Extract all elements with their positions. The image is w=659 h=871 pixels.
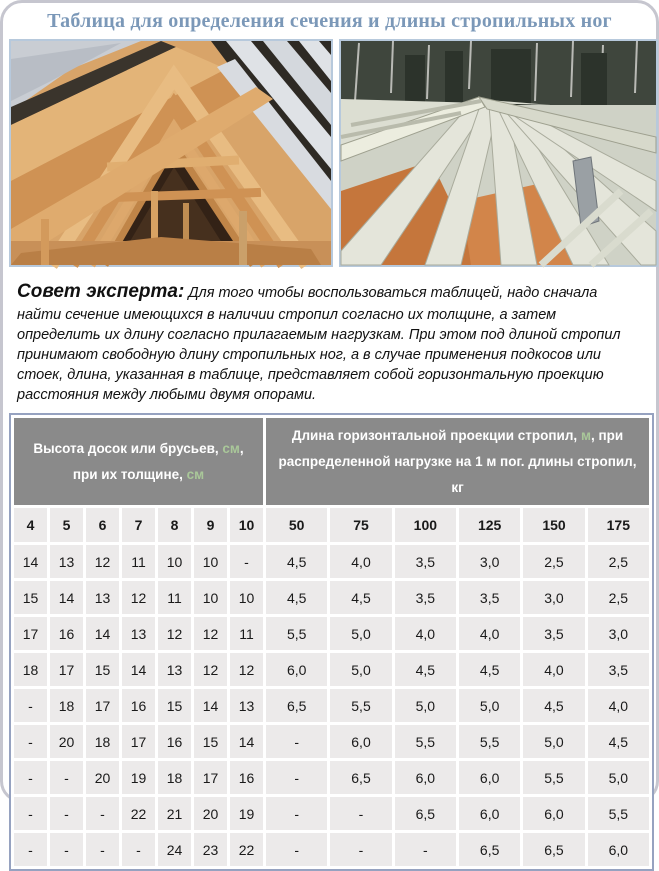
expert-note	[17, 279, 640, 405]
attic-rafters-illustration	[11, 41, 331, 265]
table-cell: 15	[158, 689, 191, 722]
table-cell: -	[50, 797, 83, 830]
table-cell: 6,0	[588, 833, 649, 866]
table-cell: 3,5	[588, 653, 649, 686]
table-cell: 5,0	[395, 689, 456, 722]
table-row	[14, 617, 649, 650]
table-cell: 2,5	[588, 545, 649, 578]
table-cell: 6,5	[395, 797, 456, 830]
table-cell: 3,0	[459, 545, 520, 578]
table-cell: 18	[50, 689, 83, 722]
table-cell: 19	[122, 761, 155, 794]
table-cell: -	[266, 797, 327, 830]
table-cell: 22	[122, 797, 155, 830]
table-cell: -	[14, 761, 47, 794]
table-cell: 6,0	[266, 653, 327, 686]
table-cell: 14	[50, 581, 83, 614]
table-cell: 4,5	[523, 689, 584, 722]
unit-label: м	[580, 428, 591, 444]
column-label: 6	[86, 508, 119, 542]
attic-rafters-photo	[9, 39, 333, 267]
table-cell: 11	[158, 581, 191, 614]
table-cell: 23	[194, 833, 227, 866]
table-cell: 4,0	[523, 653, 584, 686]
table-cell: 3,0	[588, 617, 649, 650]
table-cell: 10	[194, 545, 227, 578]
table-cell: 3,5	[459, 581, 520, 614]
column-label: 4	[14, 508, 47, 542]
photos-row	[9, 39, 650, 267]
table-cell: -	[122, 833, 155, 866]
table-cell: 15	[86, 653, 119, 686]
table-row	[14, 653, 649, 686]
table-cell: 17	[122, 725, 155, 758]
table-cell: 5,5	[330, 689, 391, 722]
table-cell: 6,5	[330, 761, 391, 794]
table-cell: 16	[122, 689, 155, 722]
table-cell: 17	[14, 617, 47, 650]
table-cell: 13	[158, 653, 191, 686]
column-label: 5	[50, 508, 83, 542]
column-label: 125	[459, 508, 520, 542]
table-cell: -	[86, 797, 119, 830]
roof-frame-photo	[339, 39, 658, 267]
table-row	[14, 545, 649, 578]
table-cell: 3,5	[395, 581, 456, 614]
table-cell: 3,0	[523, 581, 584, 614]
table-cell: 4,5	[588, 725, 649, 758]
table-cell: 14	[14, 545, 47, 578]
unit-label: см	[186, 466, 205, 482]
table-cell: 12	[122, 581, 155, 614]
table-cell: 4,5	[395, 653, 456, 686]
table-cell: -	[50, 761, 83, 794]
table-cell: 6,5	[459, 833, 520, 866]
table-cell: 14	[194, 689, 227, 722]
table-cell: 17	[194, 761, 227, 794]
column-label: 9	[194, 508, 227, 542]
table-cell: 17	[86, 689, 119, 722]
column-label: 150	[523, 508, 584, 542]
table-cell: 12	[230, 653, 263, 686]
table-cell: 12	[158, 617, 191, 650]
rafter-table-head	[14, 418, 649, 542]
table-cell: 13	[50, 545, 83, 578]
table-cell: 15	[14, 581, 47, 614]
table-cell: -	[266, 833, 327, 866]
roof-frame-illustration	[341, 41, 656, 265]
table-cell: -	[330, 797, 391, 830]
table-cell: 20	[194, 797, 227, 830]
table-cell: 5,0	[330, 653, 391, 686]
table-cell: -	[14, 833, 47, 866]
table-cell: 5,5	[459, 725, 520, 758]
table-cell: 4,5	[459, 653, 520, 686]
table-cell: 18	[14, 653, 47, 686]
table-cell: 5,0	[459, 689, 520, 722]
table-cell: 2,5	[523, 545, 584, 578]
expert-note-label: Совет эксперта:	[17, 281, 185, 302]
table-cell: 20	[86, 761, 119, 794]
table-cell: -	[14, 725, 47, 758]
table-cell: 13	[86, 581, 119, 614]
table-cell: 18	[158, 761, 191, 794]
table-cell: -	[395, 833, 456, 866]
table-cell: -	[50, 833, 83, 866]
table-cell: 4,0	[330, 545, 391, 578]
table-cell: 10	[158, 545, 191, 578]
page-title: Таблица для определения сечения и длины стропильных ног	[47, 10, 612, 32]
table-row	[14, 833, 649, 866]
expert-note-text: Для того чтобы воспользоваться таблицей, надо сначала найти сечение имеющихся в наличии стропил согласно их толщине, а затем определить их длину согласно прилагаемым нагрузкам. При этом под длиной стропил принимают свободную длину стропильных ног, а в случае применения подкосов или стоек, длина, указанная в таблице, представляет собой горизонтальную проекцию расстояния между любыми двумя опорами.	[17, 285, 621, 404]
table-cell: 21	[158, 797, 191, 830]
table-cell: 4,0	[588, 689, 649, 722]
table-cell: -	[266, 725, 327, 758]
table-cell: -	[330, 833, 391, 866]
column-label: 75	[330, 508, 391, 542]
table-cell: 16	[158, 725, 191, 758]
table-cell: 13	[230, 689, 263, 722]
table-cell: 19	[230, 797, 263, 830]
table-cell: 18	[86, 725, 119, 758]
table-cell: 10	[230, 581, 263, 614]
table-row	[14, 689, 649, 722]
table-cell: 15	[194, 725, 227, 758]
table-cell: 12	[194, 617, 227, 650]
header-group-1: Длина горизонтальной проекции стропил, м, при распределенной нагрузке на 1 м пог. длины стропил, кг	[266, 418, 649, 505]
table-cell: 6,0	[459, 797, 520, 830]
table-cell: 2,5	[588, 581, 649, 614]
table-cell: 22	[230, 833, 263, 866]
table-cell: 12	[194, 653, 227, 686]
table-cell: 10	[194, 581, 227, 614]
table-cell: -	[230, 545, 263, 578]
table-cell: 5,0	[588, 761, 649, 794]
table-cell: -	[14, 689, 47, 722]
table-row	[14, 797, 649, 830]
table-cell: 5,5	[523, 761, 584, 794]
table-cell: 5,5	[395, 725, 456, 758]
table-cell: 24	[158, 833, 191, 866]
table-cell: 14	[122, 653, 155, 686]
column-label: 8	[158, 508, 191, 542]
table-cell: -	[86, 833, 119, 866]
table-cell: 4,0	[459, 617, 520, 650]
table-row	[14, 581, 649, 614]
table-cell: 12	[86, 545, 119, 578]
column-label: 175	[588, 508, 649, 542]
table-cell: 4,0	[395, 617, 456, 650]
table-row	[14, 725, 649, 758]
table-cell: 6,0	[459, 761, 520, 794]
table-cell: 5,5	[266, 617, 327, 650]
column-label: 100	[395, 508, 456, 542]
column-label: 10	[230, 508, 263, 542]
header-group-0: Высота досок или брусьев, см, при их толщине, см	[14, 418, 263, 505]
table-cell: 13	[122, 617, 155, 650]
column-label: 50	[266, 508, 327, 542]
table-cell: 5,5	[588, 797, 649, 830]
table-cell: -	[266, 761, 327, 794]
table-cell: 17	[50, 653, 83, 686]
table-cell: 6,0	[523, 797, 584, 830]
table-cell: 20	[50, 725, 83, 758]
table-cell: 6,5	[266, 689, 327, 722]
table-cell: 14	[230, 725, 263, 758]
table-cell: 4,5	[266, 581, 327, 614]
table-cell: 11	[122, 545, 155, 578]
table-cell: 5,0	[330, 617, 391, 650]
table-cell: 14	[86, 617, 119, 650]
table-cell: 6,0	[395, 761, 456, 794]
table-cell: 16	[230, 761, 263, 794]
table-cell: 11	[230, 617, 263, 650]
table-cell: 6,0	[330, 725, 391, 758]
rafter-table	[9, 413, 654, 871]
table-cell: 3,5	[523, 617, 584, 650]
table-row	[14, 761, 649, 794]
table-cell: 16	[50, 617, 83, 650]
table-cell: 4,5	[330, 581, 391, 614]
rafter-table-body	[14, 545, 649, 866]
table-cell: 6,5	[523, 833, 584, 866]
table-cell: 4,5	[266, 545, 327, 578]
table-cell: -	[14, 797, 47, 830]
table-cell: 3,5	[395, 545, 456, 578]
column-label: 7	[122, 508, 155, 542]
unit-label: см	[222, 441, 240, 457]
table-cell: 5,0	[523, 725, 584, 758]
